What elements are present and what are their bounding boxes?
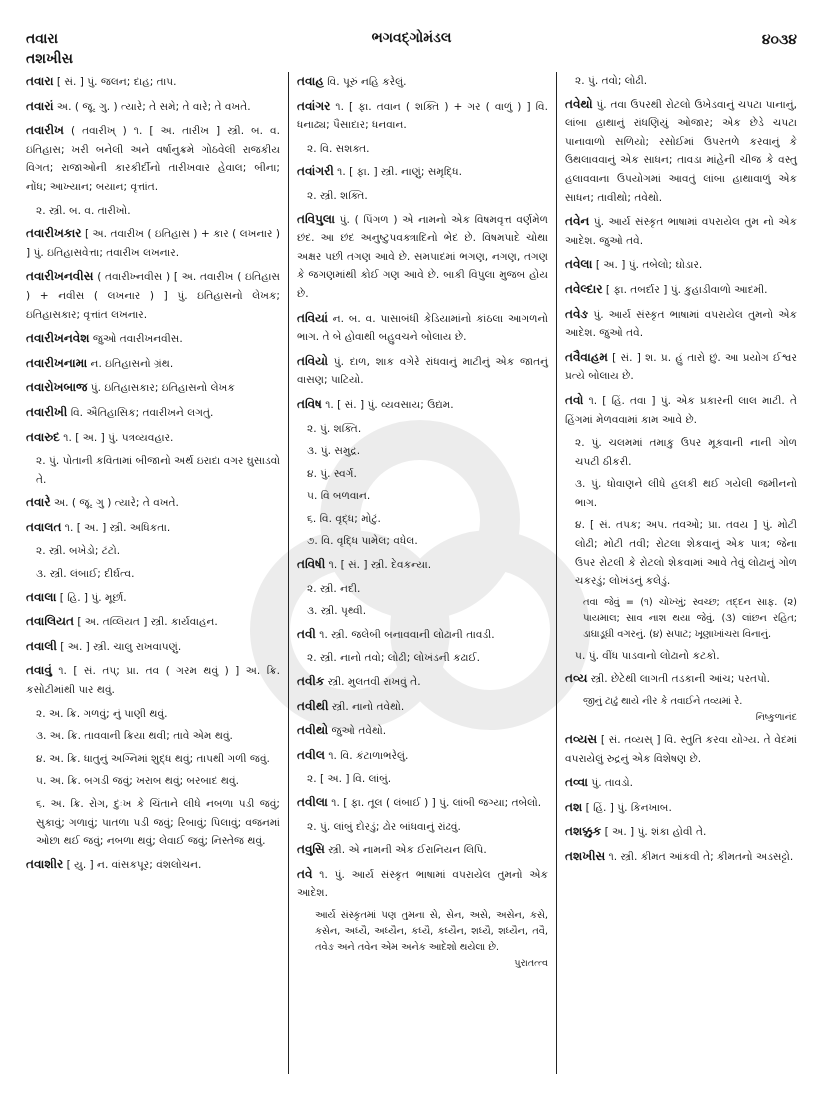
headword: તવ્વા <box>565 775 588 790</box>
headword: તવાલિયત <box>26 614 74 629</box>
dictionary-entry <box>297 555 548 575</box>
definition: ૧. વિ. કંટાળાભરેલું. <box>328 749 409 762</box>
headword: તવેઙ <box>565 306 589 321</box>
sub-sense: ૪. અ. ક્રિ. ધાતુનું અગ્નિમાં શુદ્ધ થવું; તાપથી ગળી જવું. <box>36 752 270 765</box>
dictionary-entry <box>565 847 797 867</box>
definition: ૧. સ્ત્રી. કીમત આંકવી તે; કીમતનો અડસટ્ટો. <box>608 851 794 863</box>
headword: તવુસિ <box>297 842 325 857</box>
definition: ૧. [ સં. તપ્; પ્રા. તવ ( ગરમ થવું ) ] અ. ક્રિ. કસોટીમાંથી પાર થવું. <box>26 665 281 697</box>
sub-sense: ૨. પું. ચલમમાં તમાકુ ઉપર મૂકવાની નાની ગોળ ચપટી ઠીકરી. <box>575 437 797 468</box>
definition: [ અ. ] પું. શંકા હોવી તે. <box>604 826 707 839</box>
dictionary-entry <box>297 352 548 390</box>
sub-sense: ૨. પું. પોતાની કવિતામાં બીજાનો અર્થ ઇરાદા વગર ઘુસાડવો તે. <box>36 455 280 486</box>
dictionary-entry <box>297 395 548 415</box>
definition: ૧. સ્ત્રી. જલેબી બનાવવાની લોઢાની તાવડી. <box>319 628 495 641</box>
dictionary-entry <box>565 348 797 386</box>
dictionary-entry <box>26 428 280 448</box>
dictionary-entry <box>26 637 280 657</box>
dictionary-entry <box>565 95 797 208</box>
quote-text: જીનું ટાઢું થાયે નીર કે તવાઈને તવ્યમાં રે. <box>583 696 743 708</box>
sub-sense: ૫. પું. વીંધ પાડવાનો લોઢાનો કટકો. <box>575 649 720 662</box>
definition: અ. ( જૂ. ગુ. ) ત્યારે; તે સમે; તે વારે; તે વખતે. <box>56 100 251 113</box>
dictionary-entry <box>26 72 280 92</box>
headword: તવાલા <box>26 589 57 604</box>
headword: તવિષી <box>297 557 326 572</box>
dictionary-entry <box>565 255 797 275</box>
dictionary-entry <box>565 280 797 300</box>
headword: તવીથી <box>297 698 329 713</box>
definition: પું. તવા ઉપરથી રોટલો ઉખેડવાનું ચપટા પાનાનું, લાંબા હાથાનું રાંધણિયું ઓજાર; એક છેડે ચપટા પાનાવાળો સળિયો; રસોઈમાં ઉપરતળે કરવાનું કે ઉથલાવવાનું એક સાધન; તાવડા માંહેની ચીજ કે વસ્તુ હલાવવાના ઉપયોગમાં આવતું લાંબા હાથાવાળું એક સાધન; તાવીથો; તવેથો. <box>565 98 797 204</box>
dictionary-entry <box>26 588 280 608</box>
quote-source: પુરાતત્ત્વ <box>514 957 548 969</box>
definition: [ અ. ] પું. તબેલો; ઘોડાર. <box>595 259 703 272</box>
definition: [ સં. ] શ. પ્ર. હું તારો છું. આ પ્રયોગ ઈશ્વર પ્રત્યે બોલાય છે. <box>565 351 797 383</box>
dictionary-entry <box>297 672 548 692</box>
dictionary-entry <box>565 798 797 818</box>
headword: તવારીખનામા <box>26 355 88 370</box>
sub-sense: ૨. [ અ. ] વિ. લાંબું. <box>307 773 392 786</box>
headword: તવાવું <box>26 663 52 678</box>
definition: ૧. [ હિં. તવા ] પું. એક પ્રકારની લાલ માટી. તે હિંગમાં મેળવવામાં કામ આવે છે. <box>565 394 797 426</box>
sub-sense: ૫. વિ બળવાન. <box>307 490 371 503</box>
sub-sense: ૩. પું. ધોવાણને લીધે હલકી થઈ ગયેલી જમીનનો ભાગ. <box>575 478 797 509</box>
headword: તવારીખનવીસ <box>26 269 94 284</box>
sub-sense: ૨. સ્ત્રી. બખેડો; ટંટો. <box>36 545 121 558</box>
dictionary-entry <box>297 721 548 741</box>
dictionary-entry <box>26 224 280 262</box>
sub-sense: ૨. પું. શક્તિ. <box>307 422 362 435</box>
dictionary-entry <box>26 97 280 117</box>
definition: ૧. [ ફા. ] સ્ત્રી. નાણું; સમૃદ્ધિ. <box>337 166 462 179</box>
guide-word-last: તશખીસ <box>26 51 73 67</box>
definition: ૧. [ સં. ] સ્ત્રી. દેવકન્યા. <box>328 559 432 572</box>
headword: તવ્યસ <box>565 732 598 747</box>
definition: [ અ. તવારીખ ( ઇતિહાસ ) + કાર ( લખનાર ) ] પું. ઇતિહાસવેત્તા; તવારીખ લખનાર. <box>26 228 280 259</box>
headword: તવૈવાહમ <box>565 349 608 364</box>
dictionary-entry <box>26 121 280 196</box>
dictionary-entry <box>297 865 548 903</box>
definition: વિ. પૂરું નહિ કરેલું. <box>327 76 407 88</box>
headword: તવ્ય <box>565 671 588 686</box>
dictionary-entry <box>297 162 548 182</box>
headword: તવીક <box>297 674 325 689</box>
sub-sense: ૩. અ. ક્રિ. તાવવાની ક્રિયા થવી; તાવે એમ થવું. <box>36 730 233 743</box>
dictionary-entry <box>26 329 280 349</box>
dictionary-entry <box>565 773 797 793</box>
headword: તવારુદ <box>26 429 60 444</box>
definition: વિ. ઐતિહાસિક; તવારીખને લગતું. <box>70 406 214 419</box>
definition: સ્ત્રી. છેટેથી લાગતી તડકાની આંચ; પરતપો. <box>590 673 770 686</box>
dictionary-entry <box>565 730 797 768</box>
dictionary-entry <box>297 840 548 860</box>
dictionary-entry <box>26 612 280 632</box>
citation-quote <box>315 908 548 972</box>
definition: જુઓ તવારીખનવીસ. <box>92 333 183 346</box>
dictionary-entry <box>26 378 280 398</box>
definition: ન. ઇતિહાસનો ગ્રંથ. <box>90 357 174 370</box>
headword: તવીલા <box>297 795 328 809</box>
sub-sense: ૫. અ. ક્રિ. બગડી જવું; ખરાબ થવું; બરબાદ થવું. <box>36 775 240 788</box>
sub-sense: ૨. પું. લાંબું દોરડું; ઢોર બાંધવાનું રાંઢવું. <box>307 820 461 833</box>
quote-source: નિષ્કુળાનંદ <box>755 712 797 724</box>
sub-sense: ૨. સ્ત્રી. બ. વ. તારીખો. <box>36 204 131 217</box>
definition: ( તવારીખ્ ) ૧. [ અ. તારીખ ] સ્ત્રી. બ. વ. ઇતિહાસ; ખરી બનેલી અને વર્ષાનુક્રમે ગોઠવેલી રાજકીય વિગત; રાજાઓની કારકીર્દીનો તારીખવાર હેવાલ; બીના; નોંધ; આખ્યાન; બયાન; વૃત્તાંત. <box>26 125 281 193</box>
citation-quote <box>583 694 797 726</box>
headword: તવારે <box>26 495 51 510</box>
definition: પું. આર્ય સંસ્કૃત ભાષામાં વપરાયેલ તુમનો એક આદેશ. જુઓ તવે. <box>565 308 797 340</box>
definition: ( તવારીખ્નવીસ ) [ અ. તવારીખ ( ઇતિહાસ ) + નવીસ ( લખનાર ) ] પું. ઇતિહાસનો લેખક; ઇતિહાસકાર; વૃત્તાંત લખનાર. <box>26 271 280 321</box>
dictionary-entry <box>26 354 280 374</box>
sub-sense: ૩. સ્ત્રી. લંબાઈ; દીર્ઘત્વ. <box>36 568 135 581</box>
dictionary-entry <box>26 661 280 699</box>
headword: તવેલા <box>565 257 593 272</box>
headword: તવારોખબાજ <box>26 380 88 395</box>
guide-word-first: તવારા <box>26 31 59 47</box>
definition: [ હિ. ] પું. મૂર્છા. <box>59 591 127 604</box>
headword: તવેથો <box>565 96 593 111</box>
dictionary-entry <box>565 391 797 429</box>
headword: તશ <box>565 799 583 814</box>
headword: તવીથો <box>297 723 329 738</box>
sub-sense: ૭. વિ. વૃદ્ધિ પામેલ; વધેલ. <box>307 535 418 548</box>
headword: તવિપુલા <box>297 211 335 226</box>
headword: તવાંગરી <box>297 164 334 179</box>
definition: ૧. [ સં. ] પું. વ્યવસાય; ઉદ્યમ. <box>325 398 454 411</box>
definition: ૧. [ ફા. તવાન ( શક્તિ ) + ગર ( વાળું ) ] વિ. ધનાઢ્ય; પૈસાદાર; ધનવાન. <box>297 100 549 132</box>
sub-sense: ૬. વિ. વૃદ્ધ; મોટું. <box>307 512 381 525</box>
dictionary-entry <box>297 210 548 304</box>
quote-text: આર્ય સંસ્કૃતમાં પણ તુમના સે, સેન, અસે, અસેન, કસે, કસેન, અધ્યૈ, અધ્યૈન, કધ્યૈ, કધ્યૈન, શધ્યૈ, શધ્યૈન, તવૈ, તવેઙ અને તવેન એમ અનેક આદેશો થયેલા છે. <box>315 909 548 953</box>
sub-sense: ૬. અ. ક્રિ. રોગ, દુઃખ કે ચિંતાને લીધે નબળા પડી જવું; સુકાવું; ગળાવું; પાતળા પડી જવું; રિબાવું; પિલાવું; વજનમાં ઓછા થઈ જવું; નબળા થવું; લેવાઈ જવું; નિસ્તેજ થવું. <box>36 798 280 848</box>
headword: તશક્કુક <box>565 824 602 839</box>
headword: તવેલ્દાર <box>565 281 603 296</box>
sub-sense: ૩. સ્ત્રી. પૃથ્વી. <box>307 605 367 618</box>
definition: [ હિં. ] પું. કિનખાબ. <box>585 801 672 814</box>
headword: તવે <box>297 866 313 881</box>
headword: તવો <box>565 392 584 407</box>
column-1 <box>22 72 288 1074</box>
dictionary-entry <box>565 669 797 689</box>
definition: ૧. પું. આર્ય સંસ્કૃત ભાષામાં વપરાયેલ તુમનો એક આદેશ. <box>297 868 548 900</box>
definition: [ ફા. તબર્દાર ] પું. કુહાડીવાળો આદમી. <box>605 283 768 296</box>
headword: તવિયો <box>297 353 328 368</box>
definition: જુઓ તવેથો. <box>331 725 387 738</box>
definition: પું. તાવડો. <box>591 777 634 790</box>
dictionary-entry <box>26 403 280 423</box>
sub-sense: ૨. સ્ત્રી. નદી. <box>307 582 361 595</box>
definition: [ સં. ] પું. જલન; દાહ; તાપ. <box>56 76 177 88</box>
headword: તવાલી <box>26 638 57 653</box>
headword: તવાશીર <box>26 856 64 871</box>
definition: ન. બ. વ. પાસાબંધી કેડિયામાંનો કાંઠલા આગળનો ભાગ. તે બે હોવાથી બહુવચને બોલાય છે. <box>297 312 548 344</box>
citation-quote <box>583 595 797 643</box>
sub-sense: ૨. પું. તવો; લોઢી. <box>575 75 648 87</box>
dictionary-entry <box>297 697 548 717</box>
running-title: ભગવદ્ગોમંડલ <box>371 30 452 46</box>
dictionary-entry <box>565 212 797 250</box>
definition: સ્ત્રી. મુલતવી રાખવું તે. <box>327 676 421 689</box>
headword: તવાલત <box>26 519 62 534</box>
definition: ૧. [ ફા. તૂલ ( લંબાઈ ) ] પું. લાંબી જગ્યા; તબેલો. <box>331 797 542 809</box>
dictionary-entry <box>297 309 548 347</box>
definition: ૧. [ અ. ] સ્ત્રી. અધિકતા. <box>64 521 171 534</box>
dictionary-entry <box>565 822 797 842</box>
page-number: ૪૦૩૪ <box>761 32 797 48</box>
headword: તવારાં <box>26 98 54 113</box>
dictionary-entry <box>297 97 548 135</box>
sub-sense: ૩. પું. સમુદ્ર. <box>307 445 361 458</box>
headword: તવાંગર <box>297 98 331 113</box>
definition: [ ય઼ુ. ] ન. વાંસકપૂર; વંશલોચન. <box>66 858 202 871</box>
definition: અ. ( જૂ. ગુ ) ત્યારે; તે વખતે. <box>53 497 179 510</box>
column-2 <box>288 72 556 1074</box>
headword: તવિયાં <box>297 310 328 325</box>
definition: [ અ. તવ્લિયત ] સ્ત્રી. કાર્યવાહન. <box>77 616 218 629</box>
dictionary-entry <box>26 855 280 875</box>
headword: તવાહ <box>297 74 324 88</box>
dictionary-entry <box>297 746 548 766</box>
definition: પું. આર્ય સંસ્કૃત ભાષામાં વપરાયેલ તુમ નો એક આદેશ. જુઓ તવે. <box>565 216 797 247</box>
page-header <box>26 30 797 74</box>
definition: સ્ત્રી. એ નામની એક ઈરાનિયન લિપિ. <box>328 844 487 857</box>
dictionary-columns <box>22 72 805 1074</box>
headword: તવેન <box>565 214 590 229</box>
sub-sense: ૨. સ્ત્રી. શક્તિ. <box>307 189 368 202</box>
sub-sense: ૪. પું. સ્વર્ગ. <box>307 467 357 480</box>
dictionary-entry <box>26 267 280 324</box>
headword: તશખીસ <box>565 849 606 863</box>
dictionary-entry <box>297 72 548 92</box>
sub-sense: ૨. વિ. સશક્ત. <box>307 142 370 155</box>
dictionary-entry <box>297 625 548 645</box>
definition: પું. દાળ, શાક વગેરે રાંધવાનું માટીનું એક જાતનું વાસણ; પાટિયો. <box>297 355 548 387</box>
column-3 <box>556 72 805 1074</box>
quote-text: તવા જેવું = (૧) ચોખ્ખું; સ્વચ્છ; તદ્દન સાફ. (૨) પાયમાલ; સાવ નાશ થયા જેવું. (૩) લાંછન રહિત; ડાઘાડૂઘી વગરનું. (૪) સપાટ; ખૂણાખાંચરા વિનાનું. <box>583 596 797 640</box>
headword: તવી <box>297 626 316 641</box>
dictionary-entry <box>565 305 797 343</box>
definition: પું. ( પિંગળ ) એ નામનો એક વિષમવૃત્ત વર્ણમેળ છંદ. આ છંદ અનુષ્ટુપવક્ત્રાદિનો ભેદ છે. વિષમપાદે ચોથા અક્ષર પછી તગણ આવે છે. સમપાદમાં ભગણ, નગણ, તગણ કે જગણમાંથી કોઈ ગણ આવે છે. બાકી વિપુલા મુજબ હોય છે. <box>297 213 548 300</box>
definition: ૧. [ અ. ] પું. પત્રવ્યવહાર. <box>63 431 174 444</box>
definition: [ અ. ] સ્ત્રી. ચાલુ રાખવાપણું. <box>60 640 182 653</box>
dictionary-entry <box>26 518 280 538</box>
definition: સ્ત્રી. નાનો તવેથો. <box>331 700 405 713</box>
definition: [ સં. તવ્યસ્ ] વિ. સ્તુતિ કરવા યોગ્ય. તે વેદમાં વપરાયેલું રુદ્રનું એક વિશેષણ છે. <box>565 734 797 765</box>
dictionary-entry <box>26 493 280 513</box>
headword: તવીલ <box>297 747 325 762</box>
headword: તવારીખકાર <box>26 226 82 241</box>
sub-sense: ૨. અ. ક્રિ. ગળવું; નું પાણી થવું. <box>36 707 168 720</box>
headword: તવારીખ <box>26 123 64 138</box>
definition: પું. ઇતિહાસકાર; ઇતિહાસનો લેખક <box>90 382 235 395</box>
headword: તવારીખી <box>26 404 68 419</box>
dictionary-entry <box>297 793 548 813</box>
headword: તવારા <box>26 74 54 88</box>
headword: તવિષ <box>297 396 322 411</box>
headword: તવારીખનવેશ <box>26 331 90 346</box>
sub-sense: ૨. સ્ત્રી. નાનો તવો; લોઢી; લોખંડની કઢાઈ. <box>307 652 481 665</box>
sub-sense: ૪. [ સં. તપક; અપ. તવઓ; પ્રા. તવય ] પું. મોટી લોઢી; મોટી તવી; રોટલા શેકવાનું એક પાત્ર; જેના ઉપર રોટલી કે રોટલો શેકવામાં આવે તેવું લોઢાનું ગોળ ચકરડું; લોખંડનું કલેડું. <box>575 519 797 588</box>
